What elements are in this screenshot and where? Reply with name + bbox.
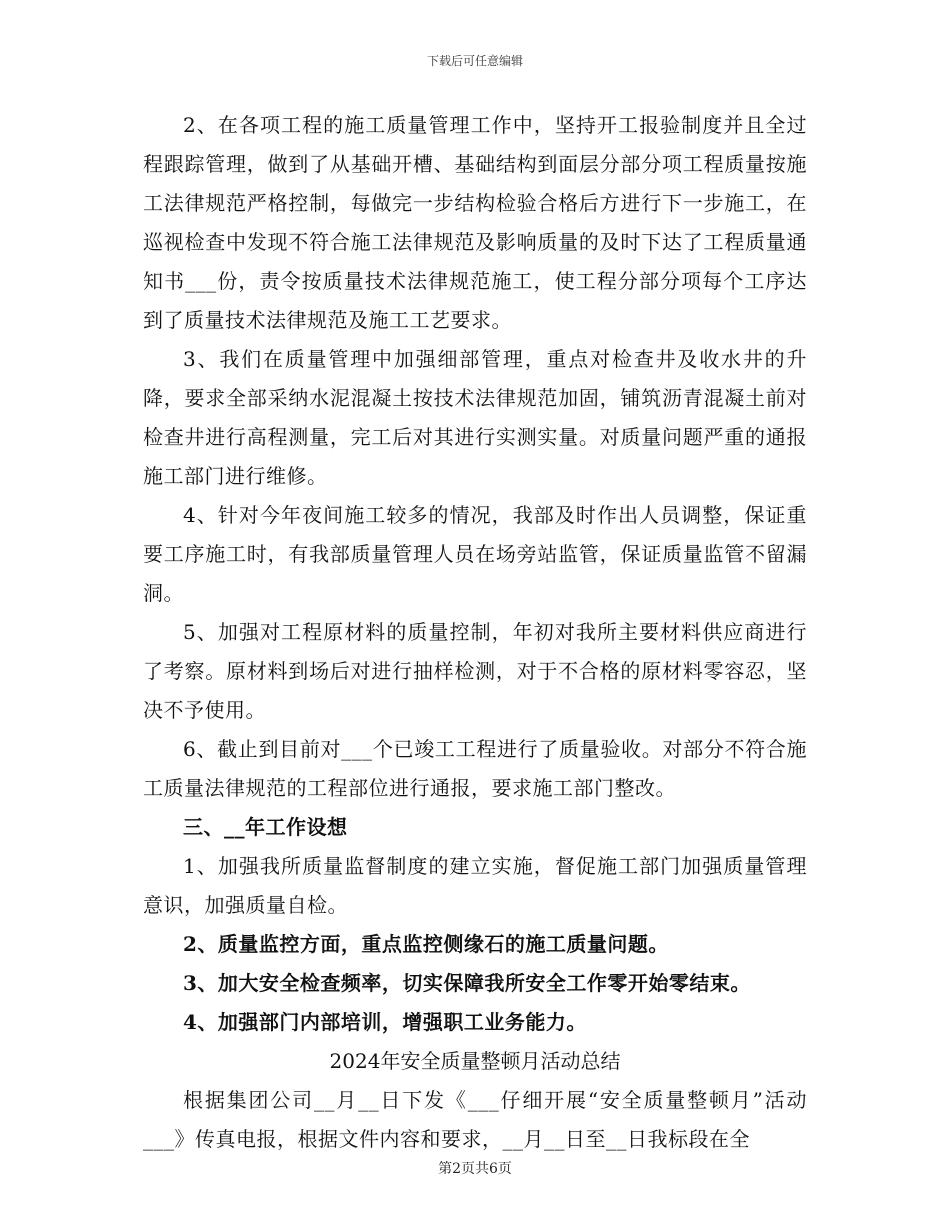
page-header: 下载后可任意编辑 <box>426 54 523 68</box>
plan-item-2: 2、质量监控方面，重点监控侧缘石的施工质量问题。 <box>183 932 669 956</box>
plan-item-3: 3、加大安全检查频率，切实保障我所安全工作零开始零结束。 <box>183 971 751 995</box>
paragraph-item-2: 2、在各项工程的施工质量管理工作中，坚持开工报验制度并且全过程跟踪管理，做到了从基础开槽、基础结构到面层分部分项工程质量按施工法律规范严格控制，每做完一步结构检验合格后方进行下一步施工，在巡视检查中发现不符合施工法律规范及影响质量的及时下达了工程质量通知书___份，责令按质量技术法律规范施工，使工程分部分项每个工序达到了质量技术法律规范及施工工艺要求。 <box>143 113 807 332</box>
section-heading-plan: 三、__年工作设想 <box>183 815 348 839</box>
plan-item-4: 4、加强部门内部培训，增强职工业务能力。 <box>183 1010 587 1034</box>
document-body <box>143 106 807 1159</box>
closing-paragraph: 根据集团公司__月__日下发《___仔细开展“安全质量整顿月”活动___》传真电报，根据文件内容和要求，__月__日至__日我标段在全 <box>143 1088 807 1151</box>
plan-item-1: 1、加强我所质量监督制度的建立实施，督促施工部门加强质量管理意识，加强质量自检。 <box>143 854 807 917</box>
page-footer: 第2页共6页 <box>438 1161 512 1177</box>
section-title: 2024年安全质量整顿月活动总结 <box>329 1049 621 1073</box>
paragraph-item-3: 3、我们在质量管理中加强细部管理，重点对检查井及收水井的升降，要求全部采纳水泥混凝土按技术法律规范加固，铺筑沥青混凝土前对检查井进行高程测量，完工后对其进行实测实量。对质量问题严重的通报施工部门进行维修。 <box>143 347 807 488</box>
paragraph-item-4: 4、针对今年夜间施工较多的情况，我部及时作出人员调整，保证重要工序施工时，有我部质量管理人员在场旁站监管，保证质量监管不留漏洞。 <box>143 503 807 605</box>
paragraph-item-6: 6、截止到目前对___个已竣工工程进行了质量验收。对部分不符合施工质量法律规范的工程部位进行通报，要求施工部门整改。 <box>143 737 807 800</box>
paragraph-item-5: 5、加强对工程原材料的质量控制，年初对我所主要材料供应商进行了考察。原材料到场后对进行抽样检测，对于不合格的原材料零容忍，坚决不予使用。 <box>143 620 807 722</box>
